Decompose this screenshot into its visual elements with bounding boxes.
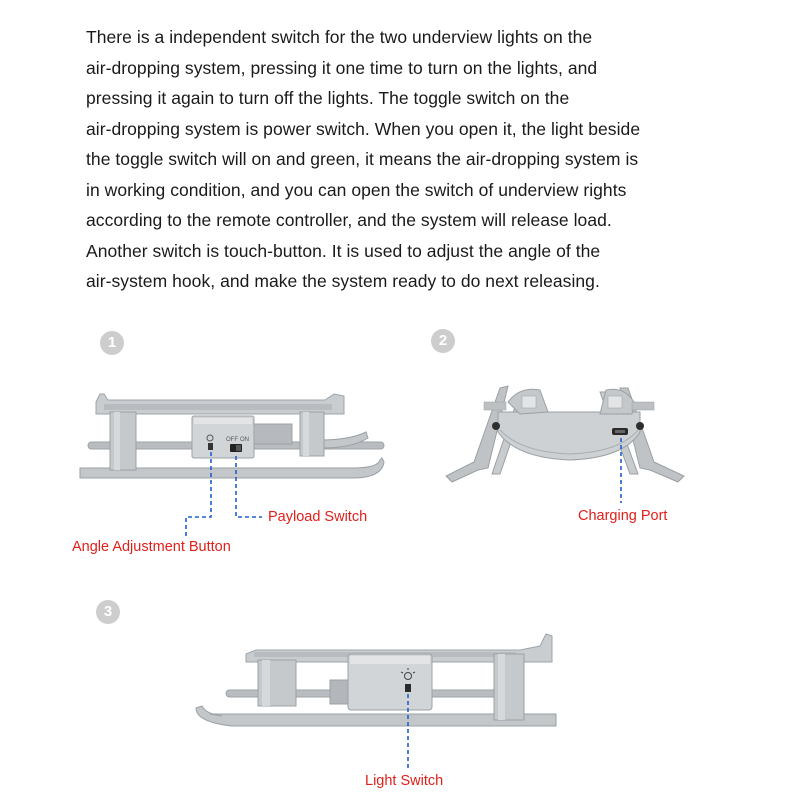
payload-switch-label: Payload Switch — [268, 509, 368, 525]
description-line: according to the remote controller, and the system will release load. — [86, 210, 612, 230]
off-marking: OFF — [226, 437, 238, 443]
description-line: the toggle switch will on and green, it means the air-dropping system is — [86, 149, 639, 169]
description-line: in working condition, and you can open the switch of underview rights — [86, 179, 627, 200]
on-marking: ON — [240, 437, 249, 443]
device-side-view-1 — [80, 394, 384, 478]
charging-port-label: Charging Port — [578, 508, 668, 524]
device-front-view-2 — [446, 386, 684, 482]
step-badge-2: 2 — [431, 329, 455, 353]
description-line: There is a independent switch for the two underview lights on the — [86, 27, 593, 47]
description-line: air-dropping system, pressing it one time to turn on the lights, and — [86, 57, 598, 78]
description-line: Another switch is touch-button. It is used to adjust the angle of the — [86, 240, 601, 261]
description-line: air-system hook, and make the system ready to do next releasing. — [86, 271, 600, 291]
angle-button-leader — [186, 452, 211, 537]
payload-switch-leader — [236, 456, 262, 517]
device-side-view-3 — [196, 634, 556, 726]
step-badge-3: 3 — [96, 600, 120, 624]
angle-adjustment-button-label: Angle Adjustment Button — [72, 539, 231, 555]
description-line: pressing it again to turn off the lights. The toggle switch on the — [86, 88, 570, 108]
description-line: air-dropping system is power switch. When you open it, the light beside — [86, 118, 641, 139]
light-switch-label: Light Switch — [365, 773, 444, 789]
step-badge-1: 1 — [100, 331, 124, 355]
